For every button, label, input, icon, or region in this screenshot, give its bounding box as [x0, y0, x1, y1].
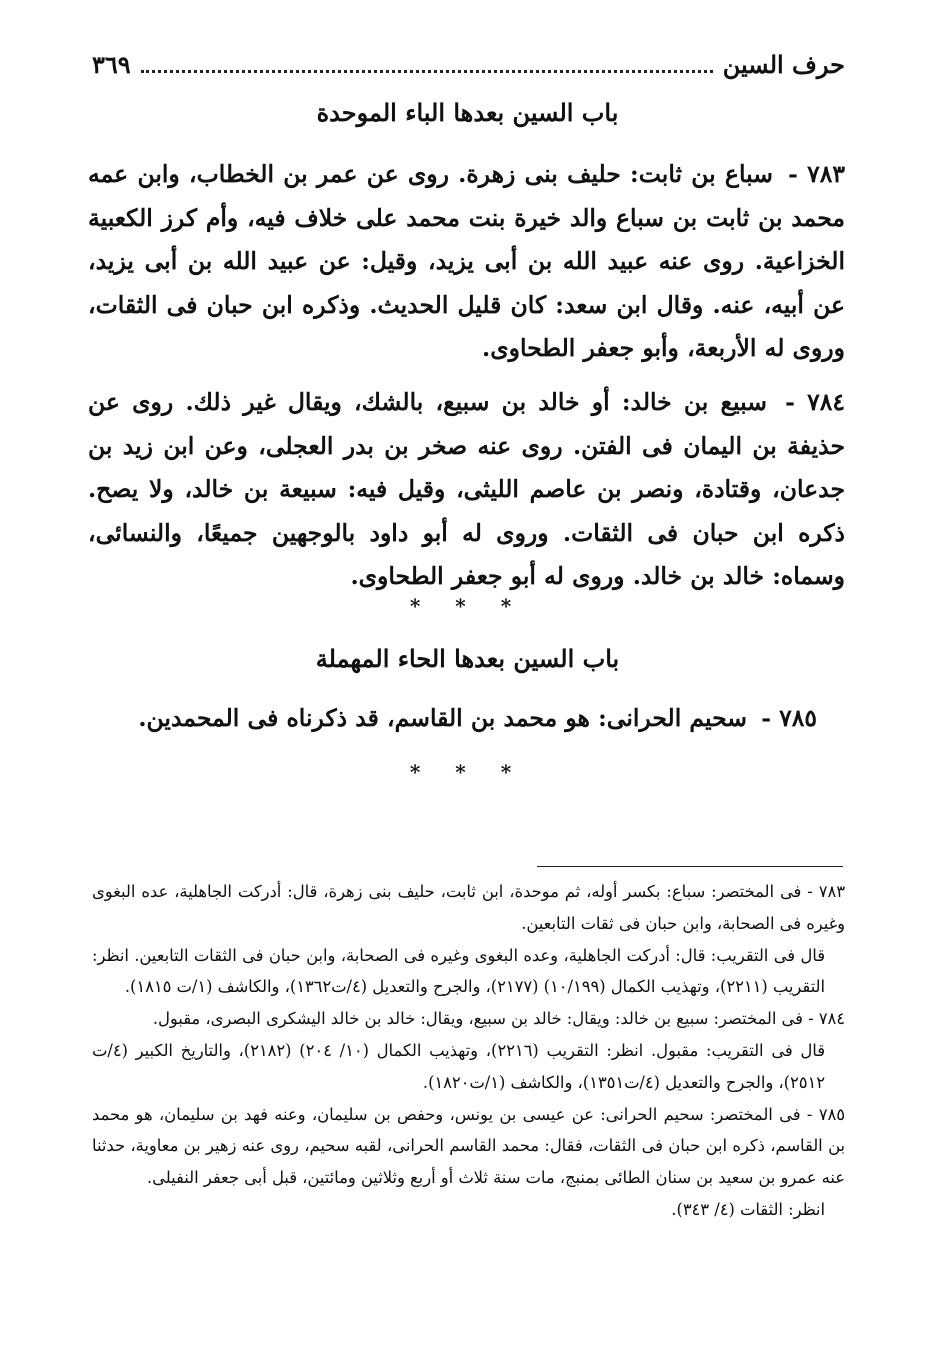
entry-number: ٧٨٤ -: [785, 387, 846, 416]
section-heading-ha: باب السين بعدها الحاء المهملة: [315, 644, 620, 673]
section-body-ba: [88, 153, 845, 599]
section-separator: * * *: [409, 594, 526, 618]
entry-text: سحيم الحرانى: هو محمد بن القاسم، قد ذكرناه فى المحمدين.: [138, 704, 747, 732]
running-header: [92, 46, 845, 82]
section-body-ha: [88, 697, 845, 741]
footnote-783: ٧٨٣ - فى المختصر: سباع: بكسر أوله، ثم موحدة، ابن ثابت، حليف بنى زهرة، قال: أدركت الجاهلية، عده البغوى وغيره فى الصحابة، وابن حبان فى ثقات التابعين.: [92, 882, 845, 933]
entry-783: [88, 153, 845, 371]
leader-dots: [141, 56, 713, 73]
entry-785: [88, 697, 817, 741]
footnote-785-ref: انظر: الثقات (٤/ ٣٤٣).: [671, 1199, 825, 1219]
entry-784: [88, 381, 845, 599]
entry-number: ٧٨٥ -: [761, 704, 817, 732]
footnote-785: ٧٨٥ - فى المختصر: سحيم الحرانى: عن عيسى بن يونس، وحفص بن سليمان، وعنه فهد بن سليمان، هو محمد بن القاسم، ذكره ابن حبان فى الثقات، فقال: محمد القاسم الحرانى، لقبه سحيم، روى عنه زهير بن معاوية، حدثنا عنه عمرو بن سعيد بن سنان الطائى بمنبج، مات سنة ثلاث أو أربع وثلاثين ومائتين، قبل أبى جعفر النفيلى.: [92, 1104, 845, 1188]
chapter-title: حرف السين: [722, 49, 845, 79]
entry-text: سبيع بن خالد: أو خالد بن سبيع، بالشك، ويقال غير ذلك. روى عن حذيفة بن اليمان فى الفتن. روى عنه صخر بن بدر العجلى، وعن ابن زيد بن جدعان، وقتادة، ونصر بن عاصم الليثى، وقيل فيه: سبيعة بن خالد، ولا يصح. ذكره ابن حبان فى الثقات. وروى له أبو داود بالوجهين جميعًا، والنسائى، وسماه: خالد بن خالد. وروى له أبو جعفر الطحاوى.: [88, 387, 845, 591]
page-number: ٣٦٩: [92, 49, 131, 79]
entry-number: ٧٨٣ -: [788, 160, 846, 188]
footnote-784-taqrib: قال فى التقريب: مقبول. انظر: التقريب (٢٢١٦)، وتهذيب الكمال (١٠/ ٢٠٤) (٢١٨٢)، والتاريخ الكبير (٤/ت ٢٥١٢)، والجرح والتعديل (٤/ت١٣٥١)، والكاشف (١/ت١٨٢٠).: [92, 1040, 825, 1092]
footnote-783-taqrib: قال فى التقريب: قال: أدركت الجاهلية، وعده البغوى وغيره فى الصحابة، وابن حبان فى الثقات التابعين. انظر: التقريب (٢٢١١)، وتهذيب الكمال (١٠/١٩٩) (٢١٧٧)، والجرح والتعديل (٤/ت١٣٦٢)، والكاشف (١/ت ١٨١٥).: [92, 945, 825, 997]
footnote-rule: [537, 866, 843, 867]
entry-text: سباع بن ثابت: حليف بنى زهرة. روى عن عمر بن الخطاب، وابن عمه محمد بن ثابت بن سباع والد خيرة بنت محمد على خلاف فيه، وأم كرز الكعبية الخزاعية. روى عنه عبيد الله بن أبى يزيد، وقيل: عن عبيد الله بن أبى يزيد، عن أبيه، عنه. وقال ابن سعد: كان قليل الحديث. وذكره ابن حبان فى الثقات، وروى له الأربعة، وأبو جعفر الطحاوى.: [88, 160, 845, 363]
footnote-784: ٧٨٤ - فى المختصر: سبيع بن خالد: ويقال: خالد بن سبيع، ويقال: خالد بن خالد اليشكرى البصرى، مقبول.: [152, 1009, 845, 1029]
section-separator: * * *: [409, 760, 526, 784]
section-heading-ba: باب السين بعدها الباء الموحدة: [316, 98, 619, 127]
footnotes: [92, 876, 845, 1226]
